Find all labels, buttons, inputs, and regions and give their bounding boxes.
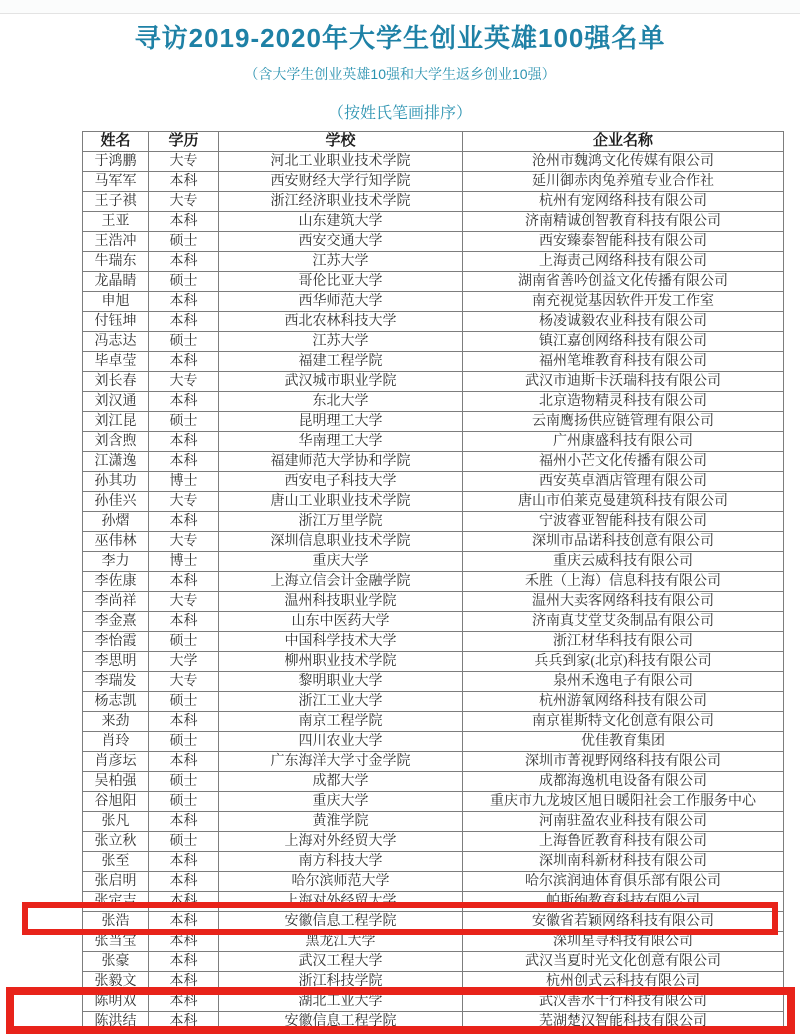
table-cell: 福建师范大学协和学院 (219, 452, 463, 472)
table-cell: 本科 (149, 852, 219, 872)
table-cell: 江潇逸 (83, 452, 149, 472)
table-cell: 肖玲 (83, 732, 149, 752)
sort-note: （按姓氏笔画排序） (327, 105, 472, 122)
table-cell: 刘长春 (83, 372, 149, 392)
table-cell: 湖北工业大学 (219, 992, 463, 1012)
table-cell: 张启明 (83, 872, 149, 892)
table-cell: 深圳信息职业技术学院 (219, 532, 463, 552)
table-row (83, 572, 784, 592)
table-cell: 陈明双 (83, 992, 149, 1012)
table-cell: 宁波睿亚智能科技有限公司 (463, 512, 784, 532)
table-cell: 张浩 (83, 912, 149, 932)
table-cell: 山东建筑大学 (219, 212, 463, 232)
table-cell: 本科 (149, 452, 219, 472)
table-cell: 重庆大学 (219, 552, 463, 572)
table-cell: 河北工业职业技术学院 (219, 152, 463, 172)
table-cell: 大专 (149, 492, 219, 512)
table-cell: 山东中医药大学 (219, 612, 463, 632)
table-cell: 硕士 (149, 232, 219, 252)
table-cell: 西北农林科技大学 (219, 312, 463, 332)
table-row (83, 492, 784, 512)
table-cell: 杭州游氧网络科技有限公司 (463, 692, 784, 712)
table-cell: 西安交通大学 (219, 232, 463, 252)
table-row (83, 452, 784, 472)
table-cell: 南充视觉基因软件开发工作室 (463, 292, 784, 312)
table-cell: 张毅文 (83, 972, 149, 992)
table-cell: 李力 (83, 552, 149, 572)
table-row (83, 592, 784, 612)
table-cell: 本科 (149, 612, 219, 632)
table-cell: 禾胜（上海）信息科技有限公司 (463, 572, 784, 592)
table-row (83, 372, 784, 392)
table-cell: 上海立信会计金融学院 (219, 572, 463, 592)
table-cell: 吴柏强 (83, 772, 149, 792)
table-cell: 本科 (149, 992, 219, 1012)
table-cell: 浙江经济职业技术学院 (219, 192, 463, 212)
table-cell: 唐山市伯莱克曼建筑科技有限公司 (463, 492, 784, 512)
page-title: 寻访2019-2020年大学生创业英雄100强名单 (134, 23, 666, 53)
table-cell: 武汉工程大学 (219, 952, 463, 972)
table-cell: 孙佳兴 (83, 492, 149, 512)
table-cell: 大专 (149, 152, 219, 172)
table-cell: 武汉善水千行科技有限公司 (463, 992, 784, 1012)
table-cell: 深圳星寻科技有限公司 (463, 932, 784, 952)
table-cell: 杭州创式云科技有限公司 (463, 972, 784, 992)
table-cell: 毕卓莹 (83, 352, 149, 372)
table-cell: 福州小芒文化传播有限公司 (463, 452, 784, 472)
table-row (83, 432, 784, 452)
table-cell: 大专 (149, 192, 219, 212)
table-cell: 张定吉 (83, 892, 149, 912)
table-cell: 硕士 (149, 412, 219, 432)
table-cell: 武汉当夏时光文化创意有限公司 (463, 952, 784, 972)
page-subtitle: （含大学生创业英雄10强和大学生返乡创业10强） (244, 66, 556, 82)
table-cell: 本科 (149, 712, 219, 732)
table-row (83, 692, 784, 712)
table-cell: 刘江昆 (83, 412, 149, 432)
table-cell: 上海对外经贸大学 (219, 832, 463, 852)
table-cell: 济南真艾堂艾灸制品有限公司 (463, 612, 784, 632)
table-cell: 硕士 (149, 832, 219, 852)
table-cell: 大专 (149, 592, 219, 612)
table-row (83, 652, 784, 672)
table-row (83, 532, 784, 552)
table-cell: 重庆市九龙坡区旭日暖阳社会工作服务中心 (463, 792, 784, 812)
top-divider (0, 0, 800, 14)
header-degree: 学历 (149, 132, 219, 152)
table-row (83, 852, 784, 872)
table-cell: 广东海洋大学寸金学院 (219, 752, 463, 772)
table-cell: 张凡 (83, 812, 149, 832)
table-cell: 马军军 (83, 172, 149, 192)
table-cell: 本科 (149, 752, 219, 772)
table-cell: 深圳南科新材科技有限公司 (463, 852, 784, 872)
table-cell: 硕士 (149, 272, 219, 292)
table-cell: 杭州有宠网络科技有限公司 (463, 192, 784, 212)
table-row (83, 392, 784, 412)
table-cell: 大专 (149, 672, 219, 692)
table-row (83, 152, 784, 172)
table-row (83, 772, 784, 792)
table-row (83, 612, 784, 632)
table-cell: 昆明理工大学 (219, 412, 463, 432)
table-row (83, 632, 784, 652)
table-cell: 哈尔滨师范大学 (219, 872, 463, 892)
table-cell: 申旭 (83, 292, 149, 312)
table-cell: 安徽信息工程学院 (219, 1012, 463, 1032)
table-cell: 福建工程学院 (219, 352, 463, 372)
table-cell: 重庆大学 (219, 792, 463, 812)
table-cell: 江苏大学 (219, 332, 463, 352)
table-row (83, 752, 784, 772)
table-cell: 黄淮学院 (219, 812, 463, 832)
table-cell: 硕士 (149, 632, 219, 652)
table-row (83, 792, 784, 812)
table-cell: 大学 (149, 652, 219, 672)
table-cell: 本科 (149, 512, 219, 532)
table-cell: 王浩冲 (83, 232, 149, 252)
table-cell: 本科 (149, 292, 219, 312)
table-cell: 西安电子科技大学 (219, 472, 463, 492)
table-cell: 本科 (149, 872, 219, 892)
table-cell: 浙江工业大学 (219, 692, 463, 712)
header-school: 学校 (219, 132, 463, 152)
table-cell: 浙江科技学院 (219, 972, 463, 992)
table-cell: 刘含煦 (83, 432, 149, 452)
table-cell: 华南理工大学 (219, 432, 463, 452)
header-name: 姓名 (83, 132, 149, 152)
table-cell: 本科 (149, 392, 219, 412)
table-row (83, 712, 784, 732)
table-cell: 西安英卓酒店管理有限公司 (463, 472, 784, 492)
red-highlight-box-zhanghao-row (22, 902, 778, 935)
table-cell: 张当宝 (83, 932, 149, 952)
table-cell: 浙江材华科技有限公司 (463, 632, 784, 652)
table-cell: 镇江嘉创网络科技有限公司 (463, 332, 784, 352)
table-cell: 湖南省善吟创益文化传播有限公司 (463, 272, 784, 292)
table-cell: 牛瑞东 (83, 252, 149, 272)
table-cell: 沧州市魏鸿文化传媒有限公司 (463, 152, 784, 172)
table-cell: 上海责己网络科技有限公司 (463, 252, 784, 272)
table-cell: 付钰坤 (83, 312, 149, 332)
table-row (83, 512, 784, 532)
table-cell: 本科 (149, 172, 219, 192)
table-cell: 冯志达 (83, 332, 149, 352)
table-cell: 武汉市迪斯卡沃瑞科技有限公司 (463, 372, 784, 392)
table-cell: 王亚 (83, 212, 149, 232)
table-cell: 北京造物精灵科技有限公司 (463, 392, 784, 412)
table-cell: 中国科学技术大学 (219, 632, 463, 652)
table-cell: 杨凌诚毅农业科技有限公司 (463, 312, 784, 332)
table-cell: 本科 (149, 312, 219, 332)
table-cell: 硕士 (149, 732, 219, 752)
table-cell: 延川御赤肉兔养殖专业合作社 (463, 172, 784, 192)
table-cell: 成都大学 (219, 772, 463, 792)
table-cell: 硕士 (149, 692, 219, 712)
table-cell: 博士 (149, 552, 219, 572)
table-row (83, 252, 784, 272)
table-cell: 本科 (149, 952, 219, 972)
table-cell: 南京工程学院 (219, 712, 463, 732)
table-cell: 安徽信息工程学院 (219, 912, 463, 932)
table-row (83, 232, 784, 252)
table-cell: 浙江万里学院 (219, 512, 463, 532)
table-cell: 本科 (149, 212, 219, 232)
table-cell: 本科 (149, 812, 219, 832)
table-cell: 张立秋 (83, 832, 149, 852)
table-cell: 深圳市品诺科技创意有限公司 (463, 532, 784, 552)
table-cell: 本科 (149, 972, 219, 992)
table-cell: 大专 (149, 532, 219, 552)
table-row (83, 292, 784, 312)
table-cell: 李瑞发 (83, 672, 149, 692)
table-cell: 柳州职业技术学院 (219, 652, 463, 672)
table-cell: 本科 (149, 352, 219, 372)
table-row (83, 412, 784, 432)
table-cell: 本科 (149, 572, 219, 592)
table-row (83, 672, 784, 692)
table-row (83, 872, 784, 892)
table-cell: 济南精诚创智教育科技有限公司 (463, 212, 784, 232)
table-cell: 黑龙江大学 (219, 932, 463, 952)
table-cell: 谷旭阳 (83, 792, 149, 812)
table-cell: 温州大卖客网络科技有限公司 (463, 592, 784, 612)
table-cell: 兵兵到家(北京)科技有限公司 (463, 652, 784, 672)
table-row (83, 332, 784, 352)
table-cell: 南京崔斯特文化创意有限公司 (463, 712, 784, 732)
table-cell: 王子祺 (83, 192, 149, 212)
table-cell: 来劲 (83, 712, 149, 732)
table-cell: 刘汉通 (83, 392, 149, 412)
table-cell: 上海对外经贸大学 (219, 892, 463, 912)
table-cell: 深圳市菁视野网络科技有限公司 (463, 752, 784, 772)
entrepreneur-list-table (82, 131, 784, 1032)
table-cell: 孙其功 (83, 472, 149, 492)
table-cell: 孙熠 (83, 512, 149, 532)
table-cell: 优佳教育集团 (463, 732, 784, 752)
table-cell: 于鸿鹏 (83, 152, 149, 172)
table-row (83, 812, 784, 832)
table-cell: 巫伟林 (83, 532, 149, 552)
table-row (83, 552, 784, 572)
table-row (83, 352, 784, 372)
table-cell: 李怡霞 (83, 632, 149, 652)
table-cell: 成都海逸机电设备有限公司 (463, 772, 784, 792)
table-cell: 李尚祥 (83, 592, 149, 612)
table-row (83, 212, 784, 232)
table-cell: 唐山工业职业技术学院 (219, 492, 463, 512)
table-cell: 黎明职业大学 (219, 672, 463, 692)
table-cell: 哈尔滨润迪体育俱乐部有限公司 (463, 872, 784, 892)
table-row (83, 832, 784, 852)
table-cell: 博士 (149, 472, 219, 492)
table-cell: 李思明 (83, 652, 149, 672)
red-highlight-box-chen-rows (6, 987, 795, 1034)
table-cell: 芜湖楚汉智能科技有限公司 (463, 1012, 784, 1032)
table-cell: 本科 (149, 432, 219, 452)
table-cell: 大专 (149, 372, 219, 392)
table-cell: 本科 (149, 932, 219, 952)
table-cell: 硕士 (149, 772, 219, 792)
table-cell: 泉州禾逸电子有限公司 (463, 672, 784, 692)
table-cell: 云南鹰扬供应链管理有限公司 (463, 412, 784, 432)
table-row (83, 172, 784, 192)
table-cell: 帕斯绚教育科技有限公司 (463, 892, 784, 912)
table-cell: 温州科技职业学院 (219, 592, 463, 612)
table-cell: 福州笔堆教育科技有限公司 (463, 352, 784, 372)
table-cell: 南方科技大学 (219, 852, 463, 872)
table-cell: 四川农业大学 (219, 732, 463, 752)
table-cell: 哥伦比亚大学 (219, 272, 463, 292)
table-cell: 河南驻盈农业科技有限公司 (463, 812, 784, 832)
table-cell: 本科 (149, 252, 219, 272)
table-cell: 李佐康 (83, 572, 149, 592)
table-cell: 上海鲁匠教育科技有限公司 (463, 832, 784, 852)
table-cell: 陈洪结 (83, 1012, 149, 1032)
table-cell: 龙晶睛 (83, 272, 149, 292)
table-cell: 硕士 (149, 332, 219, 352)
table-row (83, 312, 784, 332)
table-cell: 张至 (83, 852, 149, 872)
table-cell: 杨志凯 (83, 692, 149, 712)
table-cell: 硕士 (149, 792, 219, 812)
table-cell: 安徽省若颖网络科技有限公司 (463, 912, 784, 932)
table-cell: 西安财经大学行知学院 (219, 172, 463, 192)
table-cell: 东北大学 (219, 392, 463, 412)
table-row (83, 192, 784, 212)
table-row (83, 952, 784, 972)
table-cell: 重庆云威科技有限公司 (463, 552, 784, 572)
table-cell: 江苏大学 (219, 252, 463, 272)
table-cell: 西安臻泰智能科技有限公司 (463, 232, 784, 252)
table-cell: 肖彦坛 (83, 752, 149, 772)
table-cell: 西华师范大学 (219, 292, 463, 312)
table-body (83, 152, 784, 1032)
table-cell: 本科 (149, 912, 219, 932)
header-company: 企业名称 (463, 132, 784, 152)
table-row (83, 472, 784, 492)
table-cell: 广州康盛科技有限公司 (463, 432, 784, 452)
table-header-row (83, 132, 784, 152)
table-cell: 武汉城市职业学院 (219, 372, 463, 392)
table-cell: 本科 (149, 1012, 219, 1032)
table-cell: 张豪 (83, 952, 149, 972)
table-cell: 李金熹 (83, 612, 149, 632)
table-row (83, 732, 784, 752)
table-cell: 本科 (149, 892, 219, 912)
table-row (83, 272, 784, 292)
